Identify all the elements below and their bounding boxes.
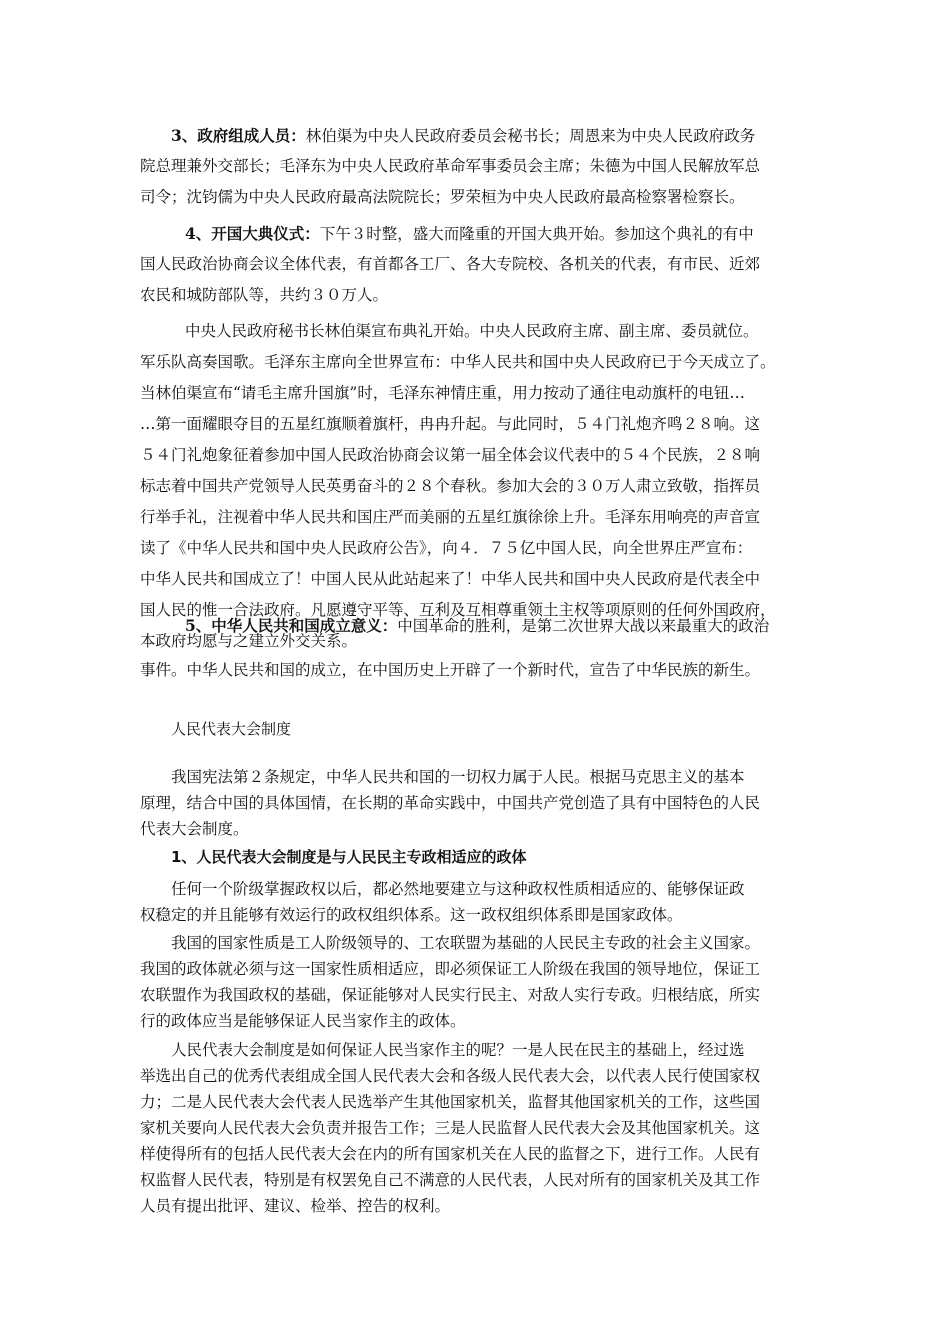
paragraph-line: 国人民政治协商会议全体代表，有首都各工厂、各大专院校、各机关的代表，有市民、近郊: [140, 255, 761, 273]
paragraph-line: …第一面耀眼夺目的五星红旗顺着旗杆，冉冉升起。与此同时，５４门礼炮齐鸣２８响。这: [140, 415, 761, 433]
paragraph-line: 中华人民共和国成立了！中国人民从此站起来了！中华人民共和国中央人民政府是代表全中: [140, 570, 761, 588]
paragraph-line: 权稳定的并且能够有效运行的政权组织体系。这一政权组织体系即是国家政体。: [140, 906, 683, 924]
paragraph-line: 我国宪法第２条规定，中华人民共和国的一切权力属于人民。根据马克思主义的基本: [171, 768, 745, 786]
paragraph-line: 我国的国家性质是工人阶级领导的、工农联盟为基础的人民民主专政的社会主义国家。: [171, 934, 761, 952]
paragraph-line: 行的政体应当是能够保证人民当家作主的政体。: [140, 1012, 466, 1030]
paragraph-line: 家机关要向人民代表大会负责并报告工作；三是人民监督人民代表大会及其他国家机关。这: [140, 1119, 761, 1137]
ceremony-paragraph: [140, 316, 830, 657]
paragraph-line: 人民代表大会制度是如何保证人民当家作主的呢？一是人民在民主的基础上，经过选: [171, 1041, 745, 1059]
section-heading: 4、开国大典仪式：: [185, 224, 320, 243]
section-heading: 5、中华人民共和国成立意义：: [185, 616, 398, 635]
paragraph-line: ５４门礼炮象征着参加中国人民政治协商会议第一届全体会议代表中的５４个民族，２８响: [140, 446, 761, 464]
paragraph-line: 原理，结合中国的具体国情，在长期的革命实践中，中国共产党创造了具有中国特色的人民: [140, 794, 761, 812]
paragraph-line: 人员有提出批评、建议、检举、控告的权利。: [140, 1197, 451, 1215]
paragraph-line: 当林伯渠宣布“请毛主席升国旗”时，毛泽东神情庄重，用力按动了通往电动旗杆的电钮…: [140, 384, 745, 402]
paragraph-line: 中央人民政府秘书长林伯渠宣布典礼开始。中央人民政府主席、副主席、委员就位。: [185, 322, 759, 340]
paragraph-line: 我国的政体就必须与这一国家性质相适应，即必须保证工人阶级在我国的领导地位，保证工: [140, 960, 761, 978]
npc-intro: [140, 764, 830, 842]
paragraph-line: 院总理兼外交部长；毛泽东为中央人民政府革命军事委员会主席；朱德为中国人民解放军总: [140, 157, 761, 175]
paragraph-line: 4、开国大典仪式：下午３时整，盛大而隆重的开国大典开始。参加这个典礼的有中: [185, 224, 754, 243]
paragraph-line: 举选出自己的优秀代表组成全国人民代表大会和各级人民代表大会，以代表人民行使国家权: [140, 1067, 761, 1085]
paragraph-line: 司令；沈钧儒为中央人民政府最高法院院长；罗荣桓为中央人民政府最高检察署检察长。: [140, 188, 745, 206]
paragraph-line: 农联盟作为我国政权的基础，保证能够对人民实行民主、对敌人实行专政。归根结底，所实: [140, 986, 761, 1004]
paragraph-line: 标志着中国共产党领导人民英勇奋斗的２８个春秋。参加大会的３０万人肃立致敬，指挥员: [140, 477, 761, 495]
paragraph-line: 读了《中华人民共和国中央人民政府公告》，向４．７５亿中国人民，向全世界庄严宣布：: [140, 539, 753, 557]
paragraph-line: 权监督人民代表，特别是有权罢免自己不满意的人民代表，人民对所有的国家机关及其工作: [140, 1171, 761, 1189]
npc-paragraph-1: [140, 876, 830, 928]
npc-paragraph-2: [140, 930, 830, 1034]
paragraph-line: 行举手礼，注视着中华人民共和国庄严而美丽的五星红旗徐徐上升。毛泽东用响亮的声音宣: [140, 508, 761, 526]
paragraph-line: 力；二是人民代表大会代表人民选举产生其他国家机关，监督其他国家机关的工作，这些国: [140, 1093, 761, 1111]
npc-paragraph-3: [140, 1037, 830, 1219]
paragraph-line: 5、中华人民共和国成立意义：中国革命的胜利，是第二次世界大战以来最重大的政治: [185, 616, 770, 635]
paragraph-line: 本政府均愿与之建立外交关系。: [140, 632, 358, 650]
section-3: [140, 120, 830, 213]
paragraph-line: 事件。中华人民共和国的成立，在中国历史上开辟了一个新时代，宣告了中华民族的新生。: [140, 661, 761, 679]
npc-section-title: 人民代表大会制度: [171, 720, 292, 738]
paragraph-line: 3、政府组成人员：林伯渠为中央人民政府委员会秘书长；周恩来为中央人民政府政务: [171, 126, 756, 145]
npc-subheading: 1、人民代表大会制度是与人民民主专政相适应的政体: [171, 848, 527, 866]
section-heading: 3、政府组成人员：: [171, 126, 306, 145]
section-4: [140, 218, 830, 311]
paragraph-line: 农民和城防部队等，共约３０万人。: [140, 286, 389, 304]
paragraph-line: 军乐队高奏国歌。毛泽东主席向全世界宣布：中华人民共和国中央人民政府已于今天成立了。: [140, 353, 776, 371]
paragraph-line: 代表大会制度。: [140, 820, 249, 838]
section-5: [140, 610, 830, 686]
paragraph-line: 任何一个阶级掌握政权以后，都必然地要建立与这种政权性质相适应的、能够保证政: [171, 880, 745, 898]
paragraph-line: 国人民的惟一合法政府。凡愿遵守平等、互利及互相尊重领土主权等项原则的任何外国政府，: [140, 601, 776, 619]
paragraph-line: 样使得所有的包括人民代表大会在内的所有国家机关在人民的监督之下，进行工作。人民有: [140, 1145, 761, 1163]
